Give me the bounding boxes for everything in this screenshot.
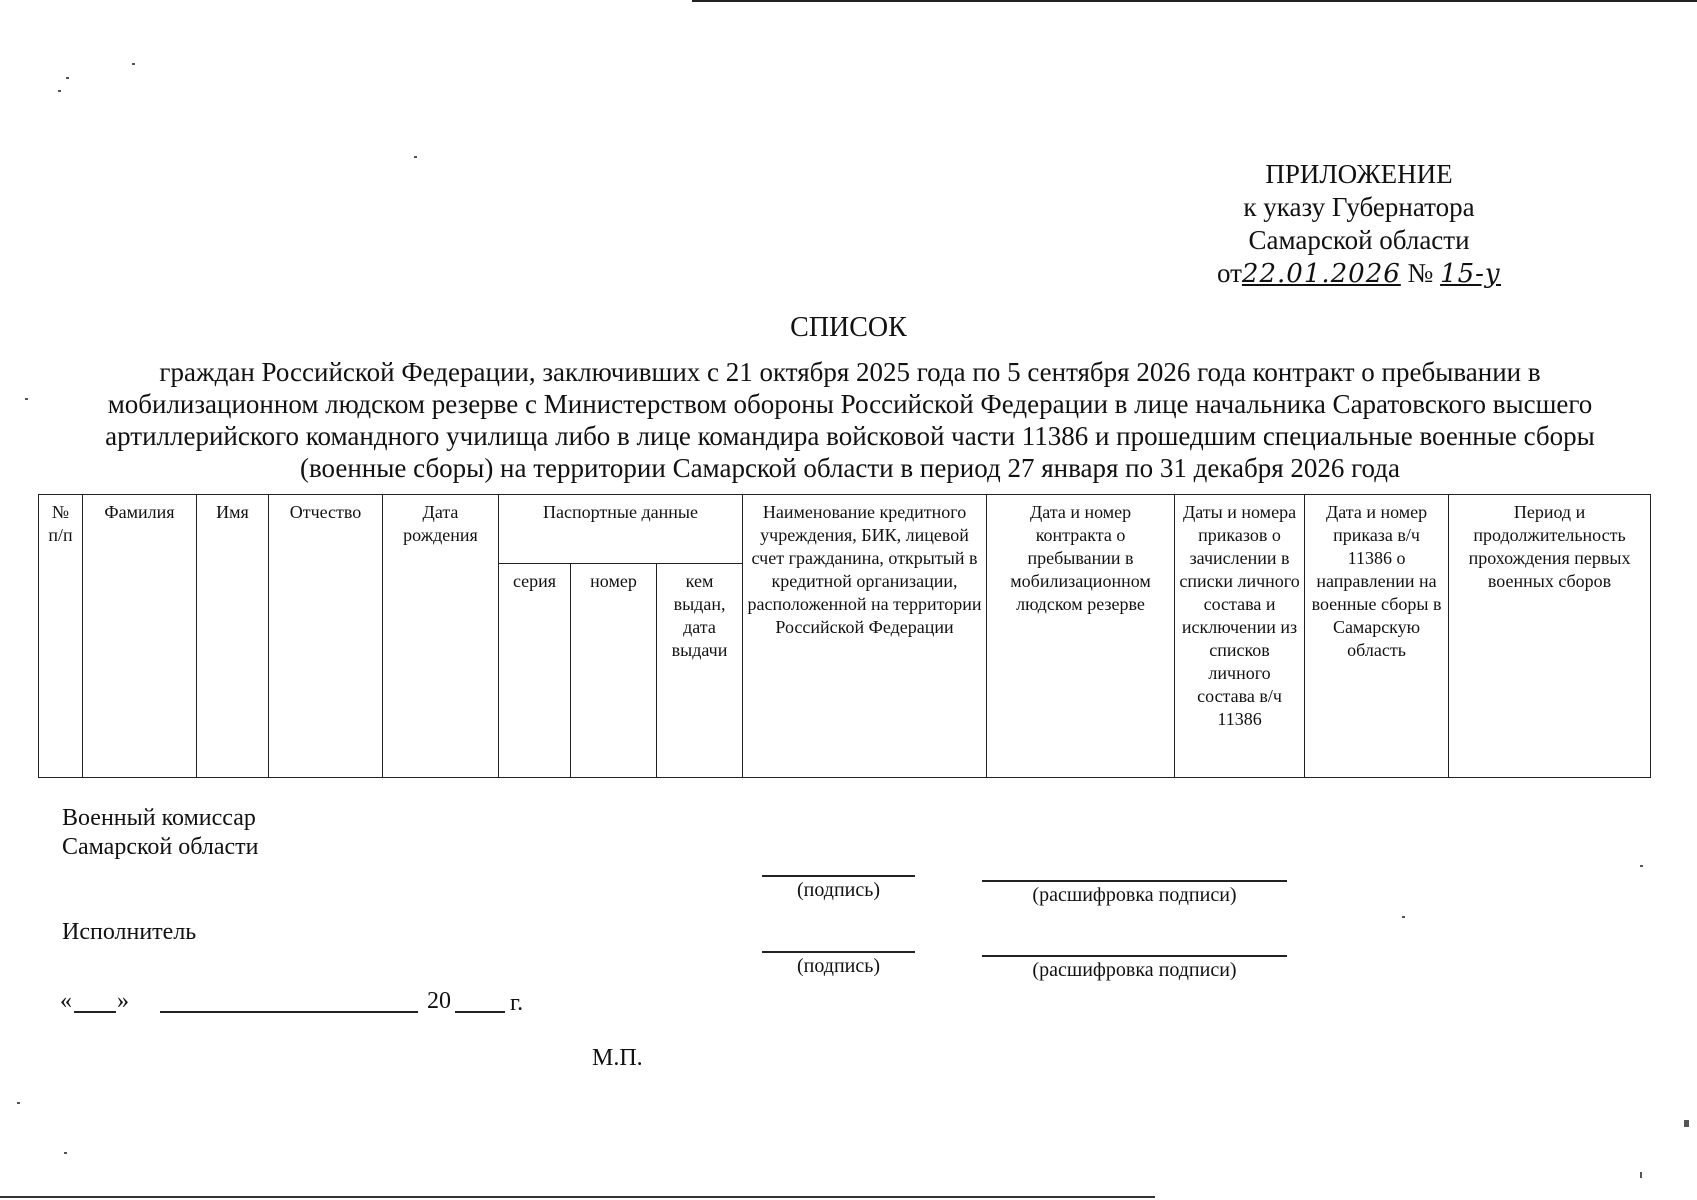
scan-speck bbox=[66, 77, 69, 79]
day-blank-line bbox=[74, 1011, 116, 1013]
appendix-line2: Самарской области bbox=[1248, 225, 1470, 255]
executor-label: Исполнитель bbox=[62, 919, 197, 945]
scan-speck bbox=[1640, 865, 1643, 867]
decode-caption-1: (расшифровка подписи) bbox=[1032, 884, 1237, 906]
citizens-table bbox=[38, 494, 1651, 778]
handwritten-number: 15-у bbox=[1440, 259, 1502, 289]
col-passport-issued-header: кем выдан, дата выдачи bbox=[657, 564, 743, 778]
col-num-header: № п/п bbox=[39, 495, 83, 778]
col-period-header: Период и продолжительность прохождения первых военных сборов bbox=[1449, 495, 1651, 778]
signature-caption-2: (подпись) bbox=[796, 955, 881, 977]
commissar-line2: Самарской области bbox=[62, 834, 259, 860]
scan-speck bbox=[414, 156, 417, 158]
col-referral-header: Дата и номер приказа в/ч 11386 о направлении на военные сборы в Самарскую область bbox=[1305, 495, 1449, 778]
decode-line-1 bbox=[982, 880, 1287, 882]
top-border-line bbox=[692, 0, 1697, 2]
signature-line-2 bbox=[762, 951, 915, 953]
scan-speck bbox=[64, 1152, 67, 1154]
col-passport-series-header: серия bbox=[499, 564, 571, 778]
col-name-header: Имя bbox=[197, 495, 269, 778]
date-close-quote: » bbox=[117, 988, 129, 1014]
commissar-line1: Военный комиссар bbox=[62, 805, 256, 831]
signature-line-1 bbox=[762, 875, 915, 877]
appendix-block bbox=[1149, 158, 1569, 291]
scan-speck bbox=[25, 398, 28, 400]
col-contract-header: Дата и номер контракта о пребывании в мобилизационном людском резерве bbox=[987, 495, 1175, 778]
col-passport-header: Паспортные данные bbox=[499, 495, 743, 564]
decode-line-2 bbox=[982, 955, 1287, 957]
signature-caption-1: (подпись) bbox=[796, 879, 881, 901]
col-passport-number-header: номер bbox=[571, 564, 657, 778]
col-orders-header: Даты и номера приказов о зачислении в списки личного состава и исключении из списков личного состава в/ч 11386 bbox=[1175, 495, 1305, 778]
number-prefix: № bbox=[1407, 258, 1434, 288]
appendix-line1: к указу Губернатора bbox=[1243, 192, 1475, 222]
scan-speck bbox=[17, 1102, 20, 1104]
year-prefix: 20 bbox=[427, 988, 451, 1014]
date-prefix: от bbox=[1216, 258, 1242, 288]
appendix-title: ПРИЛОЖЕНИЕ bbox=[1265, 159, 1453, 189]
scan-speck bbox=[1640, 1172, 1642, 1178]
col-bank-header: Наименование кредитного учреждения, БИК, лицевой счет гражданина, открытый в кредитной организации, расположенной на территории Российской Федерации bbox=[743, 495, 987, 778]
document-subtitle: граждан Российской Федерации, заключивших с 21 октября 2025 года по 5 сентября 2026 года контракт о пребывании в мобилизационном людском резерве с Министерством обороны Российской Федерации в лице начальника Саратовского высшего артиллерийского командного училища либо в лице командира войсковой части 11386 и прошедшим специальные военные сборы (военные сборы) на территории Самарской области в период 27 января по 31 декабря 2026 года bbox=[105, 357, 1595, 483]
col-surname-header: Фамилия bbox=[83, 495, 197, 778]
header-row-top bbox=[39, 495, 1651, 564]
scan-speck bbox=[1684, 1120, 1689, 1127]
year-suffix: г. bbox=[510, 990, 524, 1016]
month-blank-line bbox=[160, 1011, 418, 1013]
document-title: СПИСОК bbox=[790, 312, 907, 343]
handwritten-date: 22.01.2026 bbox=[1241, 259, 1401, 289]
scan-speck bbox=[132, 63, 135, 65]
scan-speck bbox=[58, 90, 61, 92]
decode-caption-2: (расшифровка подписи) bbox=[1032, 959, 1237, 981]
scan-speck bbox=[1402, 916, 1405, 918]
stamp-placeholder: М.П. bbox=[592, 1045, 643, 1071]
bottom-border-line bbox=[0, 1196, 1155, 1198]
appendix-date-row bbox=[1149, 257, 1569, 291]
date-open-quote: « bbox=[60, 988, 72, 1014]
col-patronymic-header: Отчество bbox=[269, 495, 383, 778]
year-blank-line bbox=[455, 1011, 505, 1013]
col-birth-header: Дата рождения bbox=[383, 495, 499, 778]
